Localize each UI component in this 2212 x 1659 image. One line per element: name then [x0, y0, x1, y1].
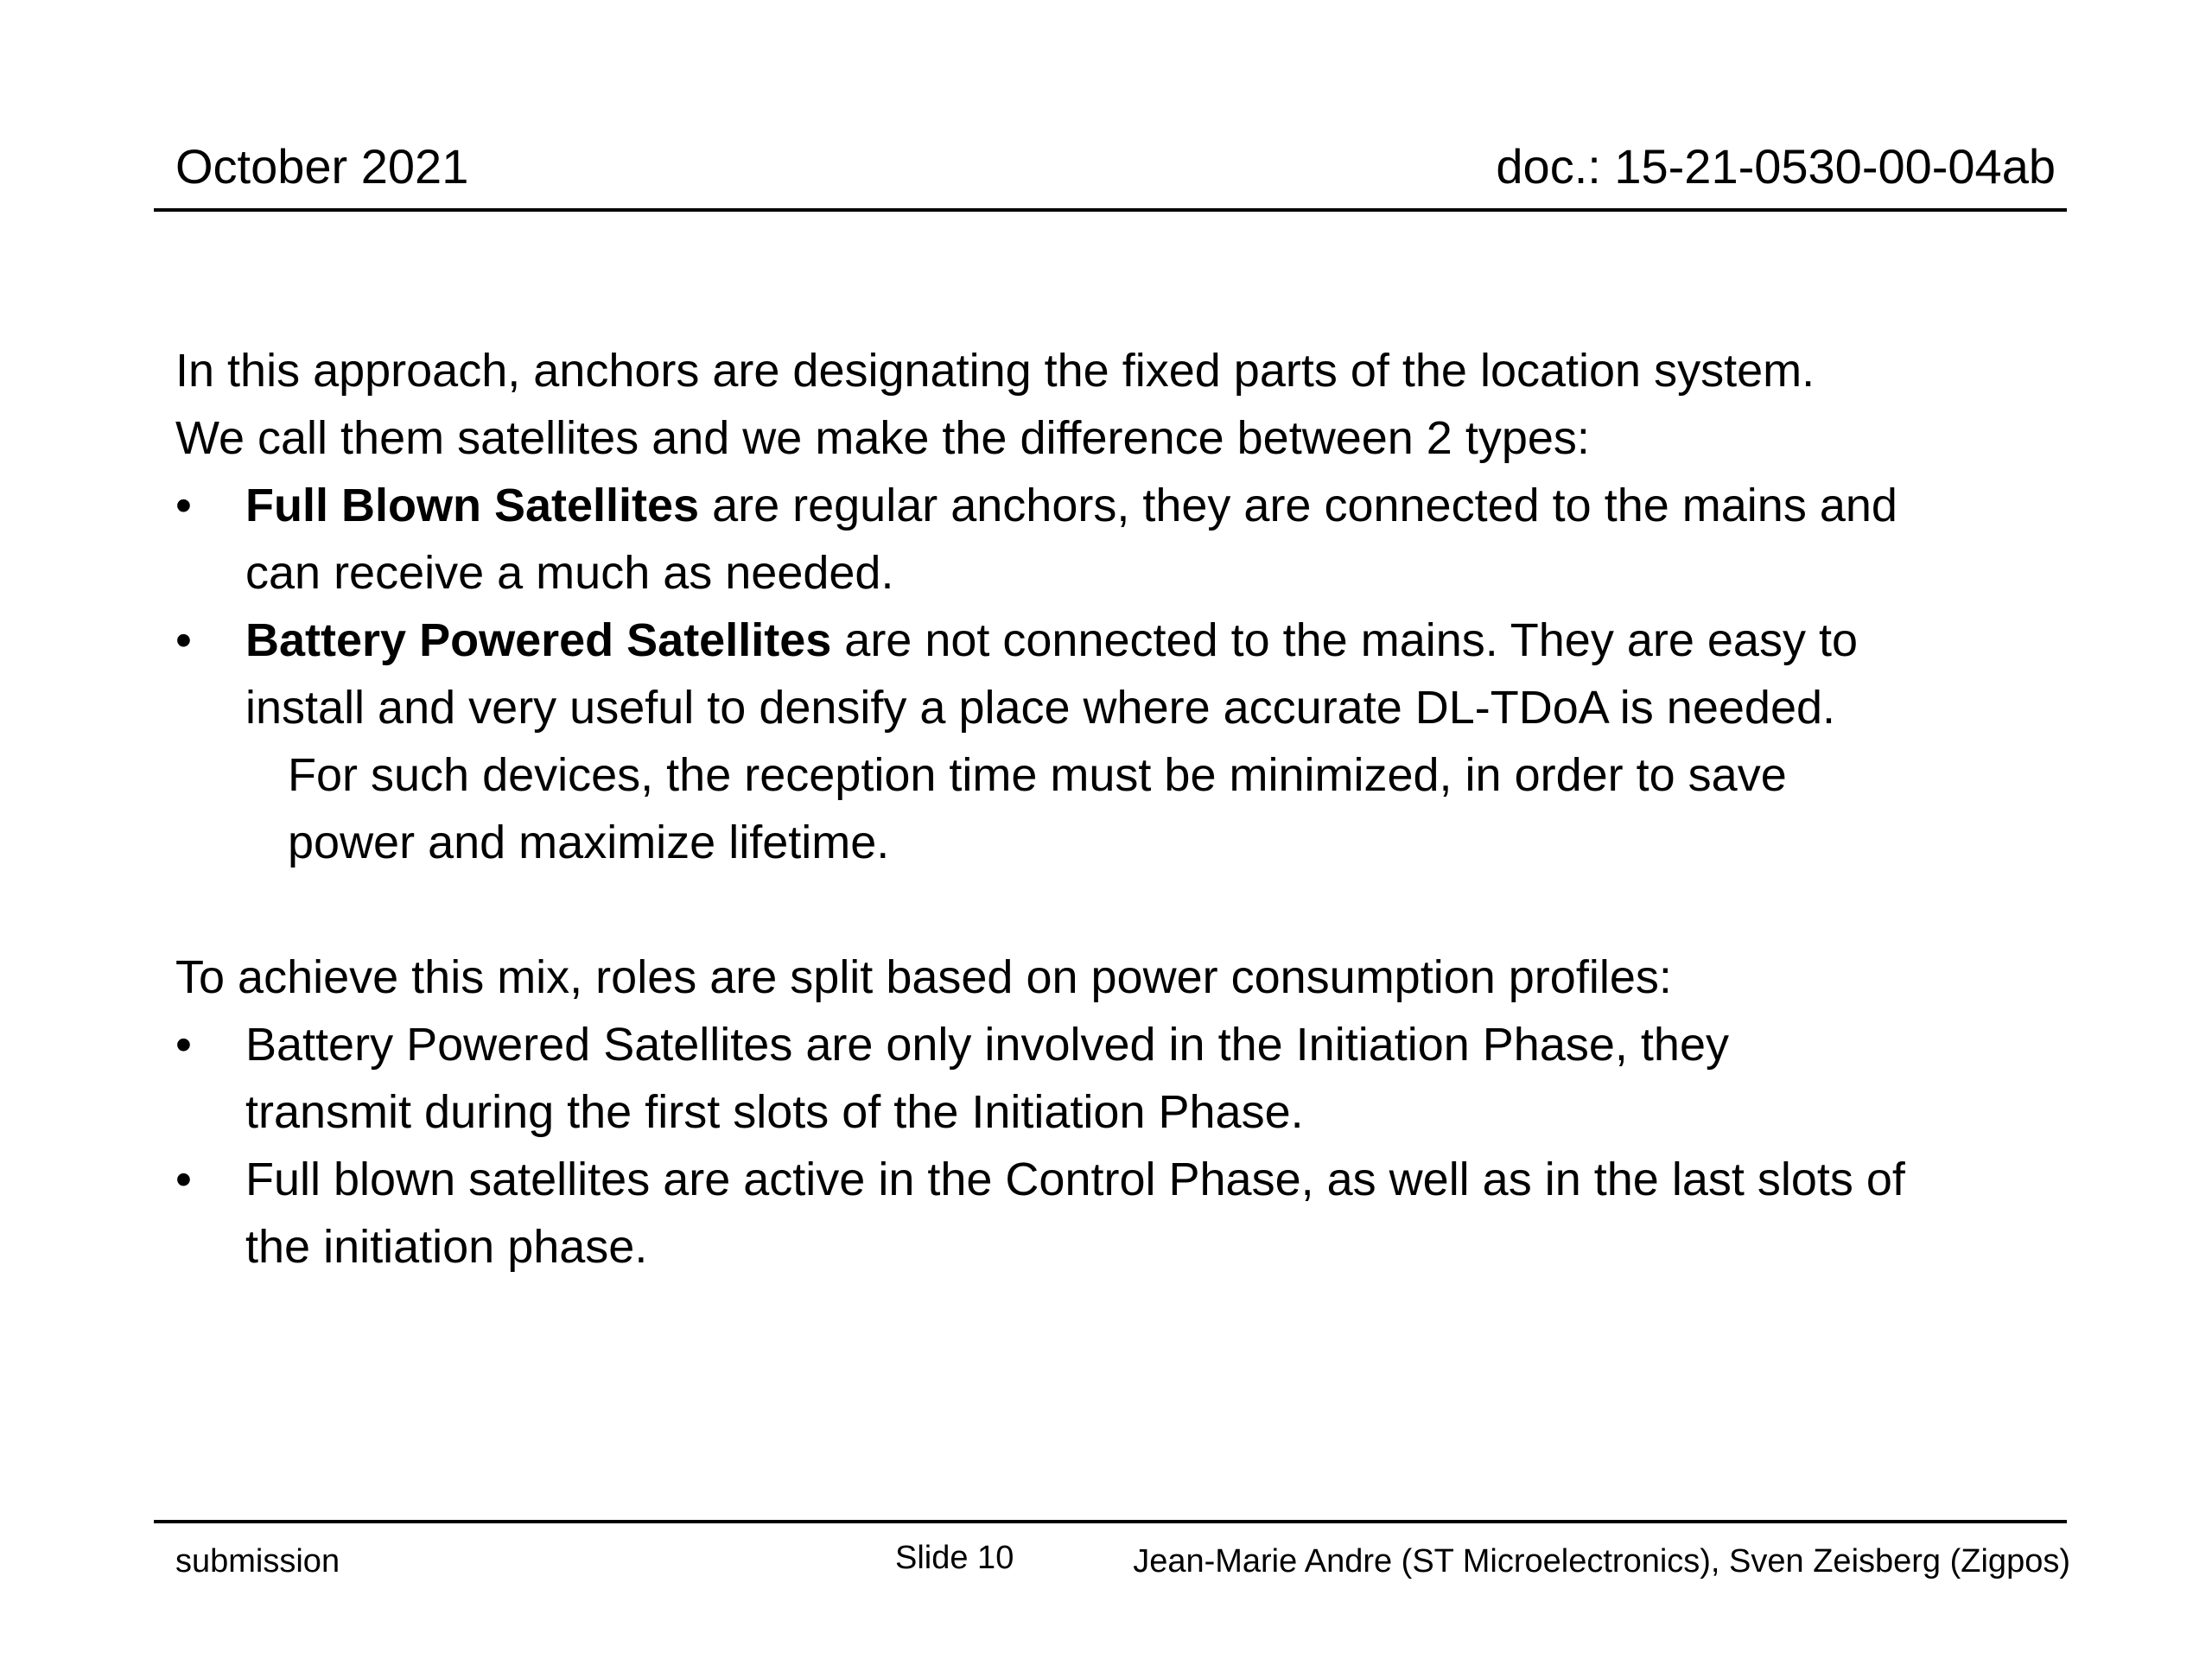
slide-number: Slide 10 — [895, 1540, 1014, 1576]
battery-note — [175, 741, 2076, 876]
bullet-text-cont: install and very useful to densify a place where accurate DL-TDoA is needed. — [245, 682, 1836, 734]
term-battery-powered: Battery Powered Satellites — [245, 614, 832, 666]
intro-line-2: We call them satellites and we make the difference between 2 types: — [175, 412, 1590, 464]
bullet-dot: • — [175, 1019, 192, 1071]
header-date: October 2021 — [175, 139, 469, 194]
bullet-dot: • — [175, 614, 192, 666]
note-line-1: For such devices, the reception time must be minimized, in order to save — [288, 749, 1787, 801]
bullet-battery-powered — [175, 607, 2076, 741]
intro-line-1: In this approach, anchors are designating the fixed parts of the location system. — [175, 345, 1815, 397]
footer-submission: submission — [175, 1543, 340, 1580]
bullet-dot: • — [175, 480, 192, 531]
footer-authors: Jean-Marie Andre (ST Microelectronics), Sven Zeisberg (Zigpos) — [1133, 1543, 2070, 1580]
bullet-role-full-blown — [175, 1146, 2076, 1281]
bullet-role-battery — [175, 1011, 2076, 1146]
footer-divider — [154, 1520, 2067, 1523]
spacer — [175, 876, 2076, 944]
bullet-text: are regular anchors, they are connected to the mains and — [699, 480, 1897, 531]
bullet-line — [245, 607, 2076, 674]
header-doc-id: doc.: 15-21-0530-00-04ab — [1496, 139, 2056, 194]
roles-intro: To achieve this mix, roles are split based on power consumption profiles: — [175, 951, 1672, 1003]
bullet-text: Full blown satellites are active in the Control Phase, as well as in the last slots of — [245, 1154, 1905, 1205]
note-line-2: power and maximize lifetime. — [288, 817, 890, 868]
bullet-full-blown — [175, 472, 2076, 607]
term-full-blown: Full Blown Satellites — [245, 480, 700, 531]
bullet-text-cont: can receive a much as needed. — [245, 547, 894, 599]
bullet-line — [245, 472, 2076, 539]
slide-body — [175, 337, 2076, 1281]
bullet-text: Battery Powered Satellites are only involved in the Initiation Phase, they — [245, 1019, 1729, 1071]
bullet-dot: • — [175, 1154, 192, 1205]
bullet-text-cont: the initiation phase. — [245, 1221, 648, 1273]
bullet-text-cont: transmit during the first slots of the Initiation Phase. — [245, 1086, 1304, 1138]
header-divider — [154, 208, 2067, 212]
bullet-text: are not connected to the mains. They are easy to — [831, 614, 1858, 666]
